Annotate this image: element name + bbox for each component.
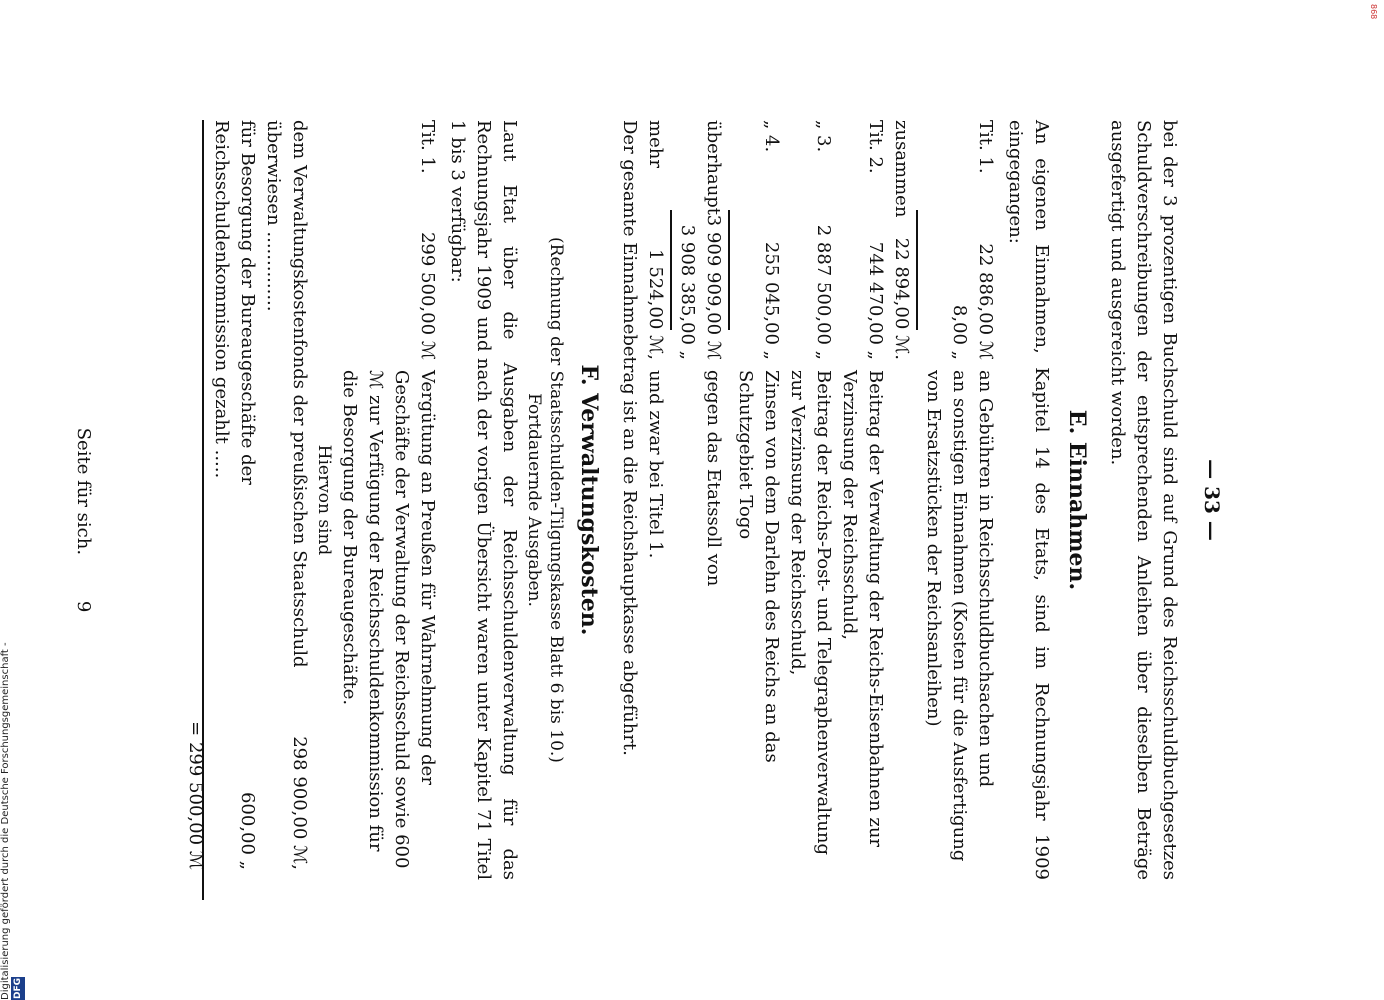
income-row	[920, 120, 972, 880]
top-mark: 868	[1369, 4, 1378, 20]
signature-mark: 9	[73, 600, 94, 613]
section-f-subheading: (Rechnung der Staatsschulden-Tilgungskasse Blatt 6 bis 10.)	[546, 237, 566, 763]
income-row	[732, 120, 784, 880]
row-amount: 255 045,00 „	[761, 241, 782, 360]
page-number: — 33 —	[1200, 459, 1224, 541]
row-amount: 2 887 500,00 „	[813, 224, 834, 360]
line-text: dem Verwaltungskostenfonds der preußischen Staatsschuld überwiesen ..............	[263, 120, 310, 668]
footer-text: Seite für sich.	[73, 427, 94, 556]
tit1-row	[336, 120, 440, 880]
dfg-logo: DFG	[13, 977, 23, 999]
row-text: und zwar bei Titel 1.	[645, 370, 666, 559]
expense-line	[260, 120, 312, 880]
sum-rule	[728, 210, 730, 330]
row-label: „ 4.	[761, 120, 782, 153]
income-row	[888, 120, 914, 880]
row-text: Zinsen von dem Darlehn des Reichs an das Schutzgebiet Togo	[735, 370, 782, 763]
row-amount: 8,00 „	[949, 304, 970, 360]
income-row	[836, 120, 888, 880]
income-row	[700, 120, 726, 880]
bottom-rule	[202, 120, 204, 900]
row-text: gegen das Etatssoll von	[703, 370, 724, 587]
row-label: zusammen	[891, 120, 912, 218]
section-e-closing: Der gesamte Einnahmebetrag ist an die Reichshauptkasse abgeführt.	[619, 120, 640, 756]
row-label: Tit. 2.	[865, 120, 886, 174]
intro-paragraph: bei der 3 prozentigen Buchschuld sind auf Grund des Reichsschuldbuchgesetzes Schuldverschreibungen der entsprechenden Anleihen über dieselben Beträge ausgefertigt und ausgereicht worden.	[1107, 120, 1180, 880]
sidebar-credit	[0, 620, 23, 1000]
document-body	[182, 120, 1224, 880]
total-line	[182, 120, 208, 880]
sum-rule	[670, 210, 672, 330]
income-row	[972, 120, 998, 880]
row-label: „ 3.	[813, 120, 834, 153]
line-amount: 298 900,00 ℳ,	[289, 736, 310, 870]
total-amount: = 299 500,00 ℳ	[185, 721, 206, 870]
hiervon-label: Hiervon sind	[314, 444, 334, 556]
row-amount: 3 908 385,00 „	[677, 224, 698, 360]
row-amount: 3 909 909,00 ℳ	[703, 214, 724, 360]
income-row	[642, 120, 668, 880]
line-amount: 600,00 „	[237, 791, 258, 870]
row-amount: 1 524,00 ℳ,	[645, 249, 666, 360]
tit1-text: Vergütung an Preußen für Wahrnehmung der Geschäfte der Verwaltung der Reichsschuld sowie 600 ℳ zur Verfügung der Reichsschuldenkommission für die Besorgung der Bureaugeschäfte.	[339, 370, 438, 869]
row-amount: 22 894,00 ℳ.	[891, 237, 912, 360]
section-e-heading: E. Einnahmen.	[1064, 409, 1090, 591]
income-row	[784, 120, 836, 880]
row-text	[674, 370, 700, 880]
section-f-heading: F. Verwaltungskosten.	[576, 364, 602, 636]
row-text	[888, 370, 914, 880]
row-label: überhaupt	[703, 120, 724, 216]
row-amount: 744 470,00 „	[865, 241, 886, 360]
tit1-amount: 299 500,00 ℳ	[417, 231, 438, 360]
footer	[73, 140, 94, 900]
section-e-rows	[642, 120, 998, 880]
section-f-subsection: Fortdauernde Ausgaben.	[524, 393, 544, 607]
section-e-lead: An eigenen Einnahmen, Kapitel 14 des Etats, sind im Rechnungsjahr 1909 eingegangen:	[1005, 120, 1052, 880]
line-text: für Besorgung der Bureaugeschäfte der Reichsschuldenkommission gezahlt .....	[211, 120, 258, 485]
sum-rule	[916, 210, 918, 330]
sidebar-text: Digitalisierung gefördert durch die Deutsche Forschungsgemeinschaft -	[0, 642, 11, 1000]
row-text: an Gebühren in Reichsschuldbuchsachen und	[975, 370, 996, 788]
row-label	[674, 120, 700, 210]
expense-line	[208, 120, 260, 880]
row-text: Beitrag der Verwaltung der Reichs-Eisenbahnen zur Verzinsung der Reichsschuld,	[839, 370, 886, 848]
row-label	[920, 120, 972, 210]
row-label: mehr	[645, 120, 666, 168]
income-row	[674, 120, 700, 880]
section-f-lead: Laut Etat über die Ausgaben der Reichsschuldenverwaltung für das Rechnungsjahr 1909 und nach der vorigen Übersicht waren unter Kapitel 71 Titel 1 bis 3 verfügbar:	[447, 120, 520, 880]
row-amount: 22 886,00 ℳ	[975, 243, 996, 360]
row-label: Tit. 1.	[975, 120, 996, 174]
row-text: an sonstigen Einnahmen (Kosten für die Ausfertigung von Ersatzstücken der Reichsanleihen)	[923, 370, 970, 862]
row-text: Beitrag der Reichs-Post- und Telegraphenverwaltung zur Verzinsung der Reichsschuld,	[787, 370, 834, 855]
tit1-label: Tit. 1.	[417, 120, 438, 174]
